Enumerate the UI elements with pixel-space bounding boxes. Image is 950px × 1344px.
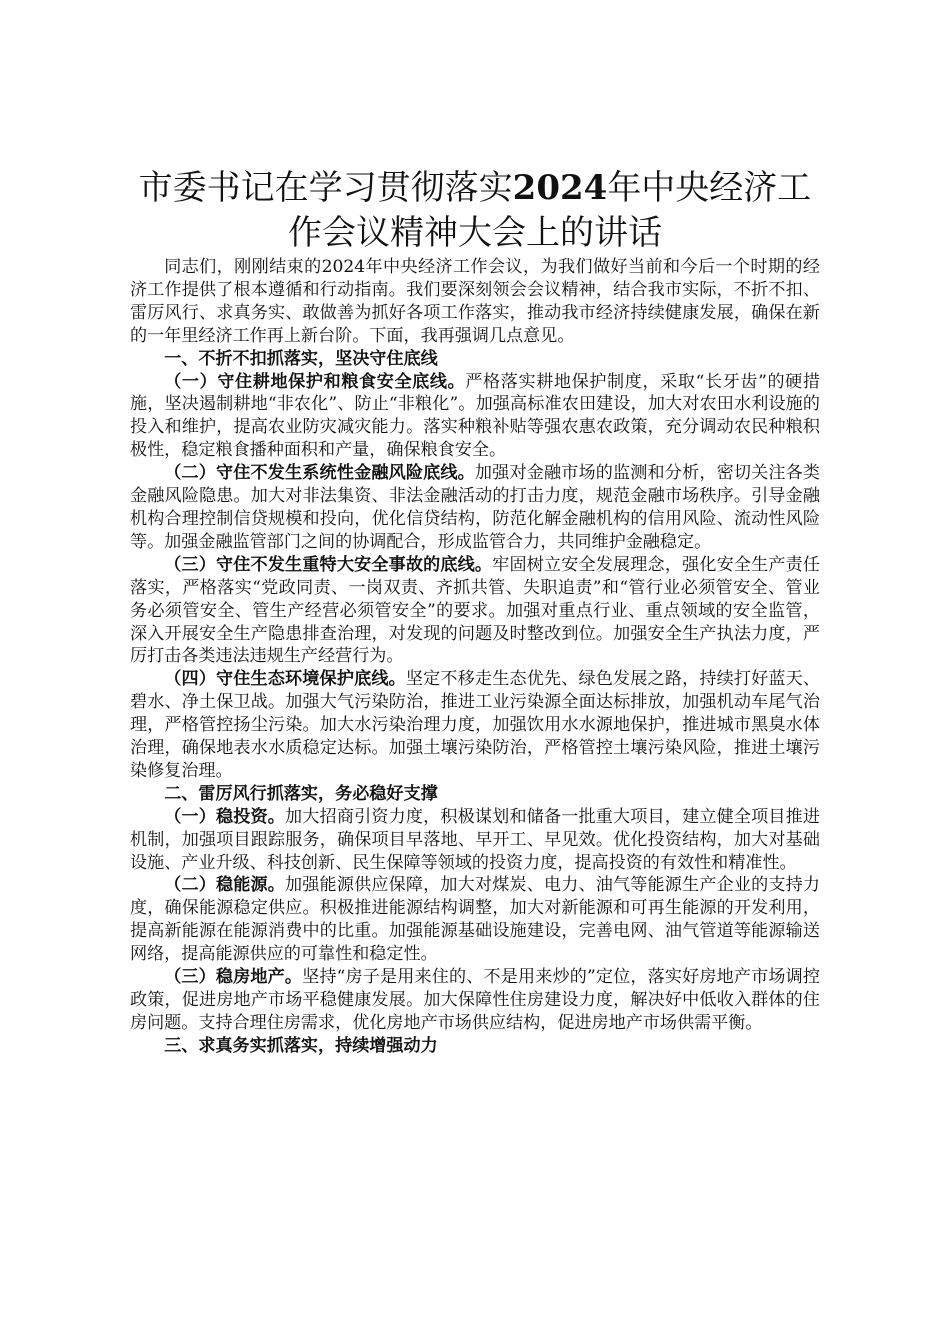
item-text: 坚定不移走生态优先、绿色发展之路，持续打好蓝天、碧水、净土保卫战。加强大气污染防治，推进工业污染源全面达标排放，加强机动车尾气治理，严格管控扬尘污染。加大水污染治理力度，加强饮用水水源地保护，推进城市黑臭水体治理，确保地表水水质稳定达标。加强土壤污染防治，严格管控土壤污染风险，推进土壤污染修复治理。: [130, 669, 821, 781]
item-text: 加强能源供应保障，加大对煤炭、电力、油气等能源生产企业的支持力度，确保能源稳定供应。积极推进能源结构调整，加大对新能源和可再生能源的开发利用，提高新能源在能源消费中的比重。加强能源基础设施建设，完善电网、油气管道等能源输送网络，提高能源供应的可靠性和稳定性。: [130, 875, 821, 965]
item-text: 加大招商引资力度，积极谋划和储备一批重大项目，建立健全项目推进机制，加强项目跟踪服务，确保项目早落地、早开工、早见效。优化投资结构，加大对基础设施、产业升级、科技创新、民生保障等领域的投资力度，提高投资的有效性和精准性。: [130, 806, 821, 873]
item-text: 坚持“房子是用来住的、不是用来炒的”定位，落实好房地产市场调控政策，促进房地产市场平稳健康发展。加大保障性住房建设力度，解决好中低收入群体的住房问题。支持合理住房需求，优化房地产市场供应结构，促进房地产市场供需平衡。: [130, 967, 820, 1033]
title-year: 2024: [512, 168, 608, 208]
title-part-2: 年中央经济工作会议精神大会上的讲话: [288, 168, 812, 253]
section-2-item-3: [130, 966, 820, 1035]
section-1-item-2: [130, 462, 820, 554]
item-lead: （二）守住不发生系统性金融风险底线。: [164, 463, 475, 484]
item-lead: （四）守住生态环境保护底线。: [164, 669, 406, 690]
section-heading-2: 二、雷厉风行抓落实，务必稳好支撑: [164, 783, 438, 804]
section-heading-1: 一、不折不扣抓落实，坚决守住底线: [164, 348, 438, 369]
item-lead: （三）守住不发生重特大安全事故的底线。: [164, 554, 493, 575]
section-heading-3: 三、求真务实抓落实，持续增强动力: [164, 1035, 438, 1056]
section-2-item-2: [130, 874, 820, 966]
section-1-item-1: [130, 371, 820, 463]
item-text: 加强对金融市场的监测和分析，密切关注各类金融风险隐患。加大对非法集资、非法金融活动的打击力度，规范金融市场秩序。引导金融机构合理控制信贷规模和投向，优化信贷结构，防范化解金融机构的信用风险、流动性风险等。加强金融监管部门之间的协调配合，形成监管合力，共同维护金融稳定。: [130, 463, 821, 552]
title-part-1: 市委书记在学习贯彻落实: [138, 168, 513, 208]
item-text: 牢固树立安全发展理念，强化安全生产责任落实，严格落实“党政同责、一岗双责、齐抓共管、失职追责”和“管行业必须管安全、管业务必须管安全、管生产经营必须管安全”的要求。加强对重点行业、重点领域的安全监管，深入开展安全生产隐患排查治理，对发现的问题及时整改到位。加强安全生产执法力度，严厉打击各类违法违规生产经营行为。: [130, 554, 821, 667]
document-title: [130, 166, 820, 256]
item-lead: （二）稳能源。: [164, 875, 286, 896]
section-2-item-1: [130, 806, 820, 875]
section-1-item-3: [130, 554, 820, 669]
intro-paragraph: 同志们，刚刚结束的2024年中央经济工作会议，为我们做好当前和今后一个时期的经济工作提供了根本遵循和行动指南。我们要深刻领会会议精神，结合我市实际，不折不扣、雷厉风行、求真务实、敢做善为抓好各项工作落实，推动我市经济持续健康发展，确保在新的一年里经济工作再上新台阶。下面，我再强调几点意见。: [130, 257, 820, 346]
item-text: 严格落实耕地保护制度，采取“长牙齿”的硬措施，坚决遏制耕地“非农化”、防止“非粮化”。加强高标准农田建设，加大对农田水利设施的投入和维护，提高农业防灾减灾能力。落实种粮补贴等强农惠农政策，充分调动农民种粮积极性，稳定粮食播种面积和产量，确保粮食安全。: [130, 371, 820, 461]
item-lead: （一）守住耕地保护和粮食安全底线。: [164, 371, 466, 392]
item-lead: （三）稳房地产。: [164, 967, 303, 988]
item-lead: （一）稳投资。: [164, 806, 286, 827]
section-1-item-4: [130, 668, 820, 783]
document-body: [130, 166, 820, 1058]
